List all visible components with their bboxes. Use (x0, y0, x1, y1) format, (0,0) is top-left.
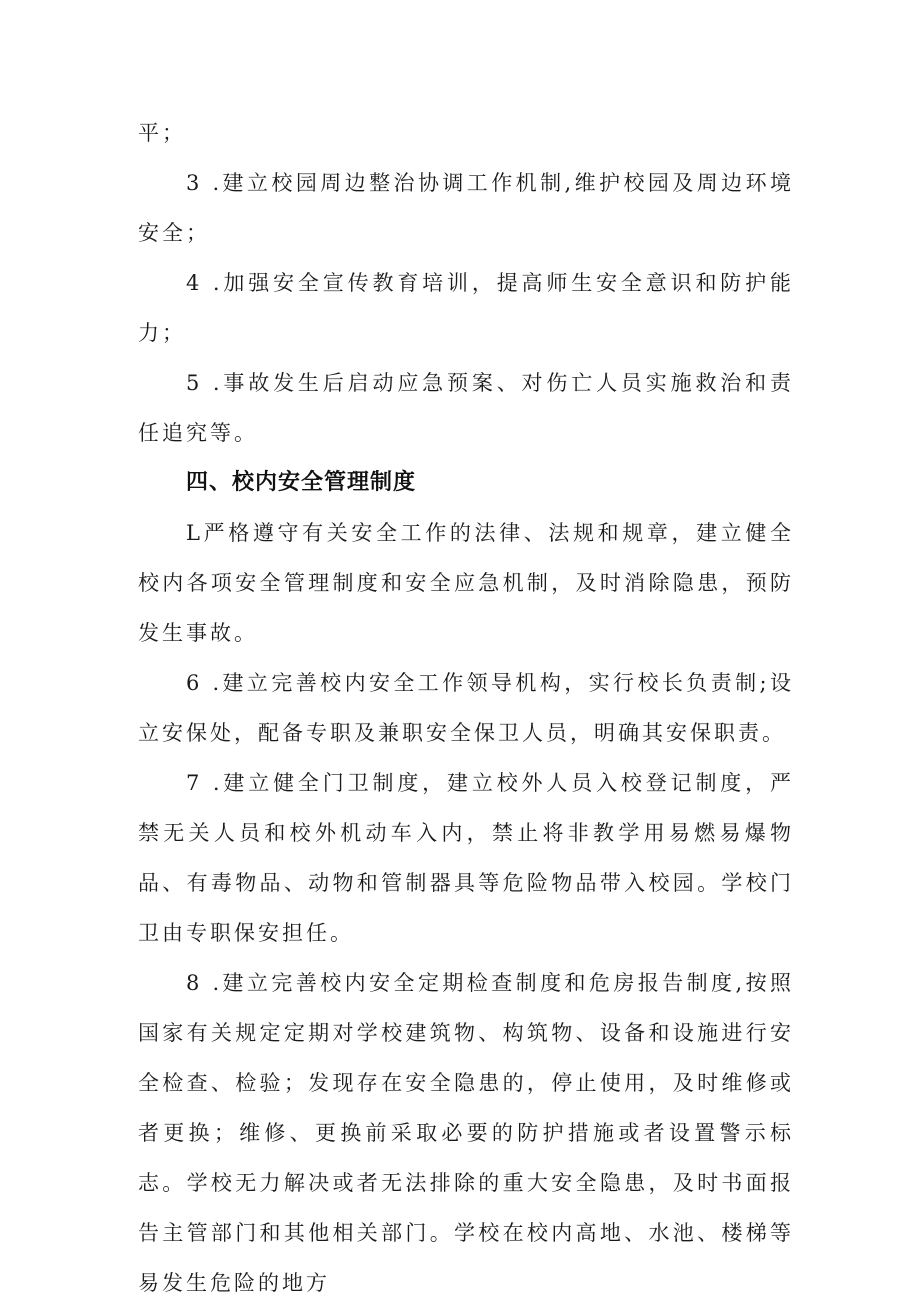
section-heading: 四、校内安全管理制度 (186, 470, 417, 495)
paragraph-item-4: 4 .加强安全宣传教育培训，提高师生安全意识和防护能力； (138, 271, 794, 345)
document-body (138, 108, 794, 1308)
paragraph-item-1: L严格遵守有关安全工作的法律、法规和规章，建立健全校内各项安全管理制度和安全应急机制，及时消除隐患，预防发生事故。 (138, 521, 794, 645)
paragraph-item-8: 8 .建立完善校内安全定期检查制度和危房报告制度,按照国家有关规定定期对学校建筑物、构筑物、设备和设施进行安全检查、检验；发现存在安全隐患的，停止使用，及时维修或者更换；维修、更换前采取必要的防护措施或者设置警示标志。学校无力解决或者无法排除的重大安全隐患，及时书面报告主管部门和其他相关部门。学校在校内高地、水池、楼梯等易发生危险的地方 (138, 971, 794, 1295)
paragraph-item-3: 3 .建立校园周边整治协调工作机制,维护校园及周边环境安全； (138, 171, 794, 245)
paragraph-item-7: 7 .建立健全门卫制度，建立校外人员入校登记制度，严禁无关人员和校外机动车入内，禁止将非教学用易燃易爆物品、有毒物品、动物和管制器具等危险物品带入校园。学校门卫由专职保安担任。 (138, 771, 794, 945)
paragraph-item-5: 5 .事故发生后启动应急预案、对伤亡人员实施救治和责任追究等。 (138, 371, 794, 445)
paragraph-continuation: 平； (138, 121, 186, 145)
paragraph-item-6: 6 .建立完善校内安全工作领导机构，实行校长负责制;设立安保处，配备专职及兼职安全保卫人员，明确其安保职责。 (138, 671, 794, 745)
